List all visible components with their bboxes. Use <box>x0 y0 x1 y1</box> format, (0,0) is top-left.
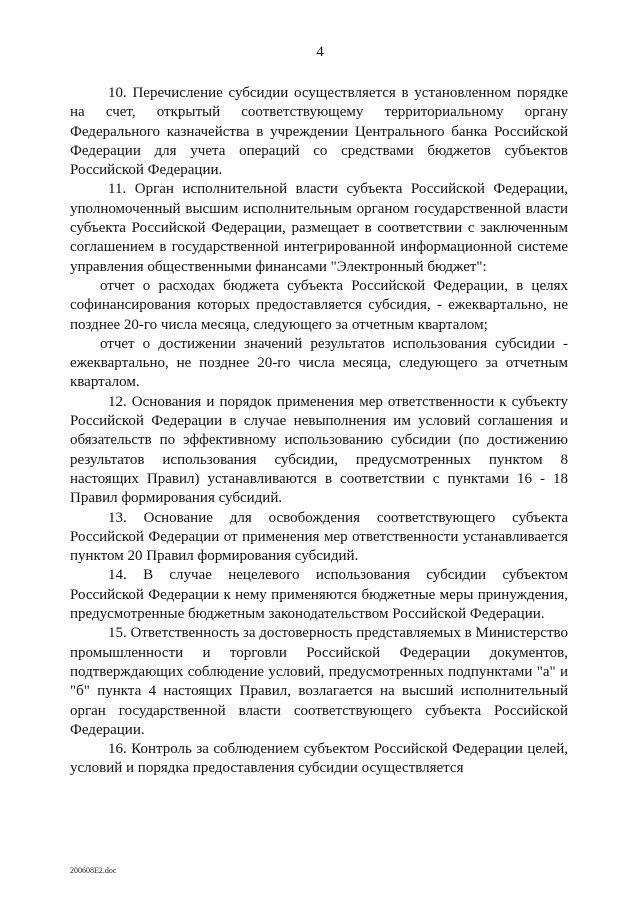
paragraph-13: 13. Основание для освобождения соответствующего субъекта Российской Федерации от применения мер ответственности устанавливается пунктом 20 Правил формирования субсидий. <box>70 509 568 565</box>
paragraph-16: 16. Контроль за соблюдением субъектом Российской Федерации целей, условий и порядка предоставления субсидии осуществляется <box>70 741 568 777</box>
paragraph-15: 15. Ответственность за достоверность представляемых в Министерство промышленности и торговли Российской Федерации документов, подтверждающих соблюдение условий, предусмотренных подпунктами "а" и "б" пункта 4 настоящих Правил, возлагается на высший исполнительный орган государственной власти соответствующего субъекта Российской Федерации. <box>70 625 568 738</box>
paragraph-11-report-expenses: отчет о расходах бюджета субъекта Российской Федерации, в целях софинансирования которых предоставляется субсидия, - ежеквартально, не позднее 20-го числа месяца, следующего за отчетным кварталом; <box>70 277 568 333</box>
paragraph-11: 11. Орган исполнительной власти субъекта Российской Федерации, уполномоченный высшим исполнительным органом государственной власти субъекта Российской Федерации, размещает в соответствии с заключенным соглашением в государственной интегрированной информационной системе управления общественными финансами "Электронный бюджет": <box>70 181 568 275</box>
document-body <box>70 84 568 779</box>
paragraph-14: 14. В случае нецелевого использования субсидии субъектом Российской Федерации к нему применяются бюджетные меры принуждения, предусмотренные бюджетным законодательством Российской Федерации. <box>70 567 568 623</box>
page-number: 4 <box>316 44 324 60</box>
paragraph-11-report-results: отчет о достижении значений результатов использования субсидии - ежеквартально, не позднее 20-го числа месяца, следующего за отчетным кварталом. <box>70 335 568 391</box>
footer-filename: 200608E2.doc <box>70 866 117 875</box>
paragraph-10: 10. Перечисление субсидии осуществляется в установленном порядке на счет, открытый соответствующему территориальному органу Федерального казначейства в учреждении Центрального банка Российской Федерации для учета операций со средствами бюджетов субъектов Российской Федерации. <box>70 85 568 179</box>
paragraph-12: 12. Основания и порядок применения мер ответственности к субъекту Российской Федерации в случае невыполнения им условий соглашения и обязательств по эффективному использованию субсидии (по достижению результатов использования субсидии, предусмотренных пунктом 8 настоящих Правил) устанавливаются в соответствии с пунктами 16 - 18 Правил формирования субсидий. <box>70 393 568 507</box>
